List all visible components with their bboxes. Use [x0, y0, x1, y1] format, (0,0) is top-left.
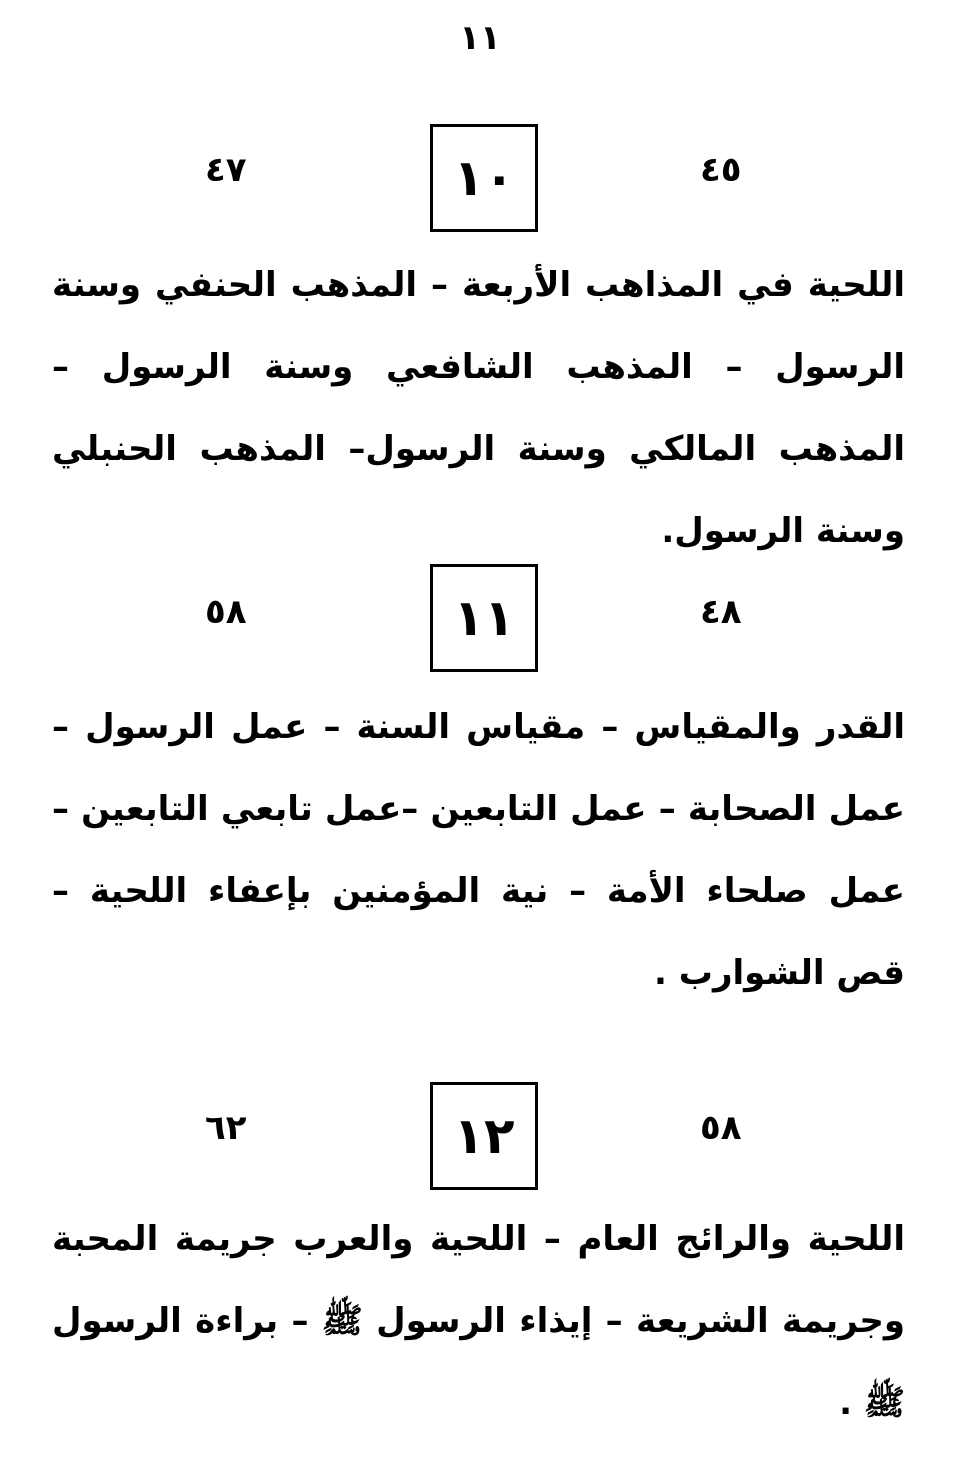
entry-number-box: ١٢	[430, 1082, 538, 1190]
page-range-start: ٥٨	[700, 1108, 742, 1148]
page-range-end: ٦٢	[205, 1108, 247, 1148]
entry-description: اللحية والرائج العام – اللحية والعرب جريمة المحبة وجريمة الشريعة – إيذاء الرسول ﷺ – براءة الرسول ﷺ .	[52, 1219, 905, 1423]
entry-number-box: ١٠	[430, 124, 538, 232]
entry-number-box: ١١	[430, 564, 538, 672]
page-range-start: ٤٥	[700, 150, 742, 190]
page-range-start: ٤٨	[700, 592, 742, 632]
page-range-end: ٤٧	[205, 150, 247, 190]
page-range-end: ٥٨	[205, 592, 247, 632]
entry-description: اللحية في المذاهب الأربعة – المذهب الحنفي وسنة الرسول – المذهب الشافعي وسنة الرسول – المذهب المالكي وسنة الرسول– المذهب الحنبلي وسنة الرسول.	[52, 265, 905, 551]
entry-description: القدر والمقياس – مقياس السنة – عمل الرسول – عمل الصحابة – عمل التابعين –عمل تابعي التابعين – عمل صلحاء الأمة – نية المؤمنين بإعفاء اللحية – قص الشوارب .	[52, 707, 905, 993]
page-number: ١١	[459, 18, 501, 58]
